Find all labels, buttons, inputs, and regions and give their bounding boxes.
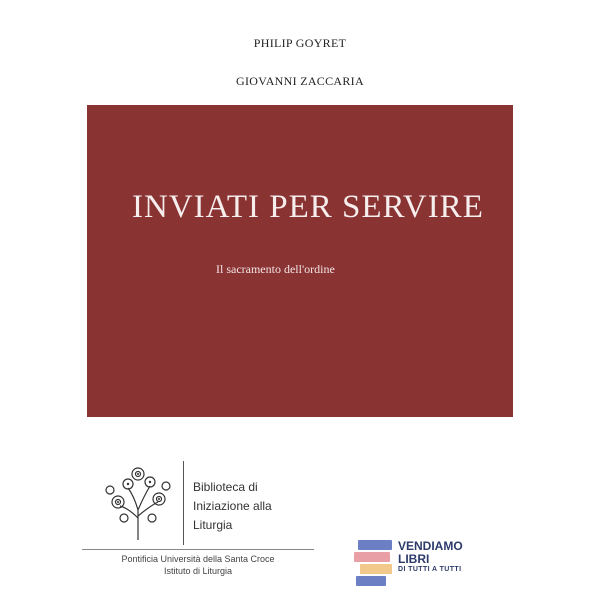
badge-line-1: VENDIAMO [398, 539, 463, 553]
institution-line-2: Istituto di Liturgia [163, 566, 233, 576]
series-divider-horizontal [82, 549, 314, 550]
badge-tagline: DI TUTTI A TUTTI [398, 566, 462, 573]
institution-name [82, 553, 314, 577]
series-line-3: Liturgia [193, 518, 233, 532]
institution-line-1: Pontificia Università della Santa Croce [121, 554, 275, 564]
series-line-2: Iniziazione alla [193, 499, 272, 513]
series-line-1: Biblioteca di [193, 480, 258, 494]
title-panel [87, 105, 513, 417]
badge-title [398, 540, 463, 566]
series-divider-vertical [183, 461, 184, 545]
book-bar-1 [358, 540, 392, 550]
book-bar-4 [356, 576, 386, 586]
book-subtitle: Il sacramento dell'ordine [216, 262, 335, 276]
vendiamo-libri-badge [354, 536, 494, 592]
book-title: INVIATI PER SERVIRE [132, 189, 484, 225]
series-name [193, 478, 272, 535]
book-bar-3 [360, 564, 392, 574]
tree-logo-icon [98, 462, 178, 542]
badge-line-2: LIBRI [398, 552, 430, 566]
author-name-1: PHILIP GOYRET [253, 36, 347, 50]
books-stack-icon [354, 540, 394, 588]
book-bar-2 [354, 552, 390, 562]
author-name-2: GIOVANNI ZACCARIA [236, 74, 364, 88]
